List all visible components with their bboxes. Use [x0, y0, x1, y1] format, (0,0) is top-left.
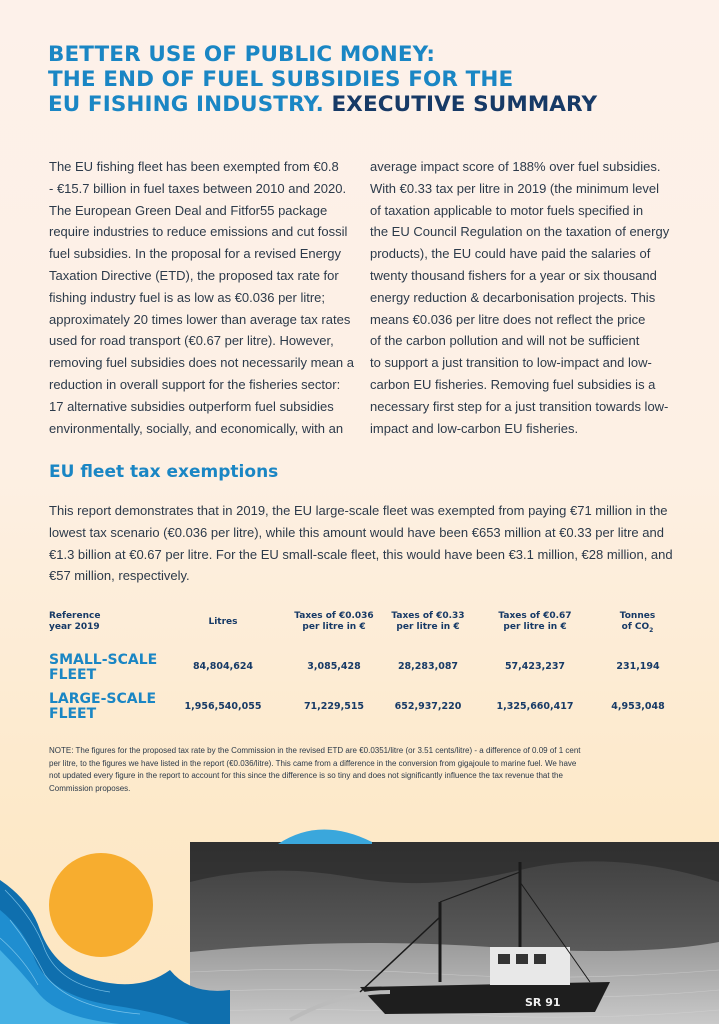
title-executive-summary: EXECUTIVE SUMMARY [331, 92, 598, 117]
header-text [590, 622, 685, 636]
summary-line: approximately 20 times lower than average tax rates [49, 311, 351, 327]
summary-line: average impact score of 188% over fuel subsidies. [370, 159, 661, 174]
summary-line: fuel subsidies. In the proposal for a revised Energy [49, 246, 341, 262]
cell-tax-036: 3,085,428 [307, 661, 361, 672]
summary-line: reduction in overall support for the fisheries sector: [49, 376, 341, 392]
table-header-tax-033 [373, 611, 483, 633]
header-text: per litre in € [302, 622, 366, 632]
summary-line: The EU fishing fleet has been exempted from €0.8 [49, 159, 339, 174]
summary-line: products), the EU could have paid the salaries of [370, 246, 651, 262]
header-text: Reference [49, 611, 101, 621]
title-line-2: THE END OF FUEL SUBSIDIES FOR THE [48, 67, 514, 92]
title-line-3 [48, 92, 688, 117]
note-line: not updated every figure in the report to account for this since the difference is so tiny and does not significantly influence the tax revenue that the [49, 771, 563, 781]
table-header-tax-067 [480, 611, 590, 633]
table-header-litres: Litres [208, 617, 238, 627]
cell-co2: 231,194 [616, 661, 660, 672]
header-text: per litre in € [396, 622, 460, 632]
row-label-text: FLEET [49, 667, 97, 683]
row-label-text: SMALL-SCALE [49, 652, 158, 668]
intro-line: This report demonstrates that in 2019, the EU large-scale fleet was exempted from paying €71 million in the [49, 503, 668, 518]
note-line: NOTE: The figures for the proposed tax rate by the Commission in the revised ETD are €0.0351/litre (or 3.51 cents/litre) - a difference of 0.09 of 1 cent [49, 746, 581, 755]
summary-line: environmentally, socially, and economically, with an [49, 420, 344, 436]
header-text: per litre in € [503, 622, 567, 632]
summary-line: With €0.33 tax per litre in 2019 (the minimum level [370, 180, 660, 196]
summary-line: means €0.036 per litre does not reflect the price [370, 311, 646, 327]
summary-line: fishing industry fuel is as low as €0.036 per litre; [49, 289, 326, 305]
row-label-text: FLEET [49, 706, 97, 722]
summary-line: carbon EU fisheries. Removing fuel subsidies is a [370, 376, 656, 392]
cell-tax-033: 652,937,220 [394, 701, 462, 712]
summary-line: 17 alternative subsidies outperform fuel subsidies [49, 398, 334, 414]
footnote [49, 745, 681, 795]
intro-line: €57 million, respectively. [49, 568, 190, 584]
section-intro [49, 500, 679, 587]
cell-tax-067: 57,423,237 [504, 661, 566, 672]
summary-line: the EU Council Regulation on the taxation of energy [370, 224, 670, 240]
summary-line: impact and low-carbon EU fisheries. [370, 420, 579, 436]
section-heading: EU fleet tax exemptions [49, 462, 279, 482]
table-header-reference [49, 611, 149, 633]
title-line-3-blue: EU FISHING INDUSTRY. [48, 92, 332, 117]
header-text: Taxes of €0.67 [498, 611, 572, 621]
cell-tax-033: 28,283,087 [397, 661, 459, 672]
row-label-large-scale [49, 692, 156, 722]
row-label-text: LARGE-SCALE [49, 691, 157, 707]
summary-line: Taxation Directive (ETD), the proposed tax rate for [49, 267, 339, 283]
summary-line: used for road transport (€0.67 per litre). However, [49, 333, 334, 349]
boat-registration: SR 91 [525, 996, 561, 1009]
note-line: per litre, to the figures we have listed in the report (€0.036/litre). This came from a difference in the conversion from gigajoule to marine fuel. We have [49, 758, 577, 768]
summary-line: The European Green Deal and Fitfor55 package [49, 202, 328, 218]
page-title [48, 42, 688, 117]
summary-line: twenty thousand fishers for a year or six thousand [370, 267, 657, 283]
table-header-co2 [590, 611, 685, 636]
cell-litres: 1,956,540,055 [184, 701, 262, 712]
cell-litres: 84,804,624 [192, 661, 254, 672]
summary-line: - €15.7 billion in fuel taxes between 2010 and 2020. [49, 180, 347, 196]
intro-line: €1.3 billion at €0.67 per litre. For the EU small-scale fleet, this would have been €3.1 million, €28 million, and [49, 546, 673, 562]
decorative-artwork [0, 820, 719, 1024]
header-text: Taxes of €0.036 [294, 611, 374, 621]
wave-top-icon [278, 829, 372, 844]
summary-right-column [370, 156, 675, 439]
header-subscript: 2 [649, 626, 654, 634]
header-text: year 2019 [49, 622, 100, 632]
intro-line: lowest tax scenario (€0.036 per litre), while this amount would have been €653 million at €0.33 per litre and [49, 524, 664, 540]
summary-line: to support a just transition to low-impact and low- [370, 355, 652, 371]
row-label-small-scale [49, 653, 157, 683]
summary-left-column [49, 156, 354, 439]
header-text: of CO [621, 622, 650, 632]
cell-tax-067: 1,325,660,417 [496, 701, 574, 712]
cell-tax-036: 71,229,515 [303, 701, 365, 712]
title-line-1: BETTER USE OF PUBLIC MONEY: [48, 42, 436, 67]
summary-line: removing fuel subsidies does not necessarily mean a [49, 355, 354, 371]
summary-line: of the carbon pollution and will not be sufficient [370, 333, 640, 349]
summary-line: necessary first step for a just transition towards low- [370, 398, 669, 414]
summary-line: require industries to reduce emissions and cut fossil [49, 224, 348, 240]
sun-icon [49, 853, 153, 957]
note-line: Commission proposes. [49, 783, 131, 793]
summary-line: of taxation applicable to motor fuels specified in [370, 202, 644, 218]
summary-line: energy reduction & decarbonisation projects. This [370, 289, 656, 305]
header-text: Tonnes [619, 611, 656, 621]
header-text: Taxes of €0.33 [391, 611, 465, 621]
cell-co2: 4,953,048 [611, 701, 665, 712]
